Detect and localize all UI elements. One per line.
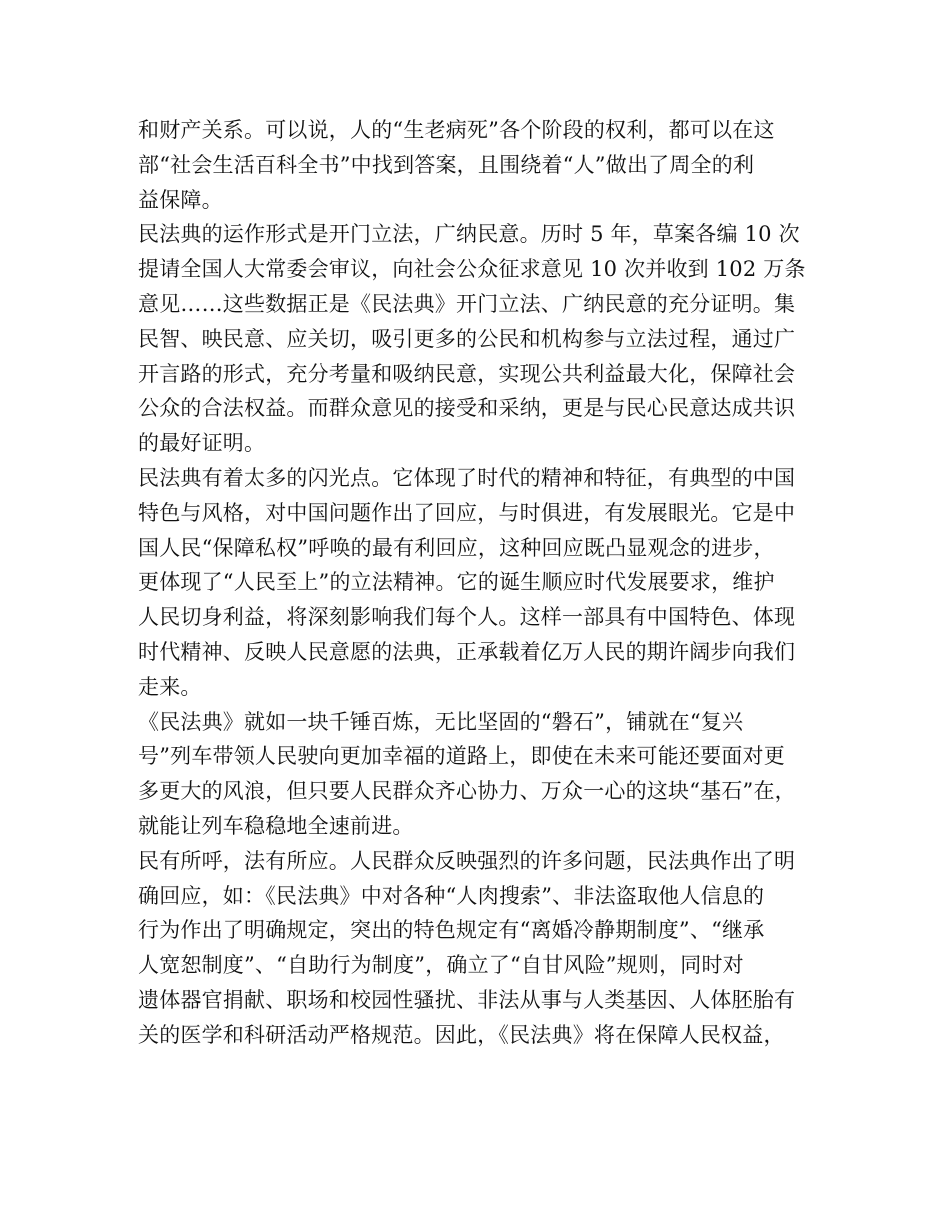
text-line: 行为作出了明确规定，突出的特色规定有“离婚冷静期制度”、“继承 <box>138 918 765 943</box>
document-body <box>138 113 818 1053</box>
text-line: 更体现了“人民至上”的立法精神。它的诞生顺应时代发展要求，维护 <box>138 570 775 595</box>
text-line: 民智、映民意、应关切，吸引更多的公民和机构参与立法过程，通过广 <box>138 326 796 351</box>
text-line: 益保障。 <box>138 187 223 212</box>
text-line: 确回应，如：《民法典》中对各种“人肉搜索”、非法盗取他人信息的 <box>138 883 765 908</box>
text-line: 遗体器官捐献、职场和校园性骚扰、非法从事与人类基因、人体胚胎有 <box>138 987 796 1012</box>
text-line: 部“社会生活百科全书”中找到答案，且围绕着“人”做出了周全的利 <box>138 152 755 177</box>
text-line: 走来。 <box>138 674 202 699</box>
text-line: 就能让列车稳稳地全速前进。 <box>138 813 414 838</box>
text-line: 公众的合法权益。而群众意见的接受和采纳，更是与民心民意达成共识 <box>138 396 796 421</box>
text-line: 人民切身利益，将深刻影响我们每个人。这样一部具有中国特色、体现 <box>138 605 796 630</box>
text-line: 关的医学和科研活动严格规范。因此，《民法典》将在保障人民权益， <box>138 1022 785 1047</box>
text-line: 和财产关系。可以说，人的“生老病死”各个阶段的权利，都可以在这 <box>138 118 775 142</box>
text-line: 开言路的形式，充分考量和吸纳民意，实现公共利益最大化，保障社会 <box>138 361 796 386</box>
text-line: 民有所呼，法有所应。人民群众反映强烈的许多问题，民法典作出了明 <box>138 848 796 873</box>
text-line: 人宽恕制度”、“自助行为制度”，确立了“自甘风险”规则，同时对 <box>138 953 744 978</box>
text-line: 时代精神、反映人民意愿的法典，正承载着亿万人民的期许阔步向我们 <box>138 639 796 664</box>
text-line: 提请全国人大常委会审议，向社会公众征求意见 10 次并收到 102 万条 <box>138 257 806 282</box>
text-line: 特色与风格，对中国问题作出了回应，与时俱进，有发展眼光。它是中 <box>138 500 796 525</box>
text-line: 《民法典》就如一块千锤百炼，无比坚固的“磐石”，铺就在“复兴 <box>138 709 744 734</box>
text-line: 民法典的运作形式是开门立法，广纳民意。历时 5 年，草案各编 10 次 <box>138 222 800 247</box>
text-line: 意见……这些数据正是《民法典》开门立法、广纳民意的充分证明。集 <box>138 291 796 316</box>
text-line: 民法典有着太多的闪光点。它体现了时代的精神和特征，有典型的中国 <box>138 465 796 490</box>
text-line: 国人民“保障私权”呼唤的最有利回应，这种回应既凸显观念的进步， <box>138 535 775 560</box>
text-line: 号”列车带领人民驶向更加幸福的道路上，即使在未来可能还要面对更 <box>138 744 785 769</box>
text-line: 的最好证明。 <box>138 431 266 456</box>
text-line: 多更大的风浪，但只要人民群众齐心协力、万众一心的这块“基石”在， <box>138 779 796 804</box>
